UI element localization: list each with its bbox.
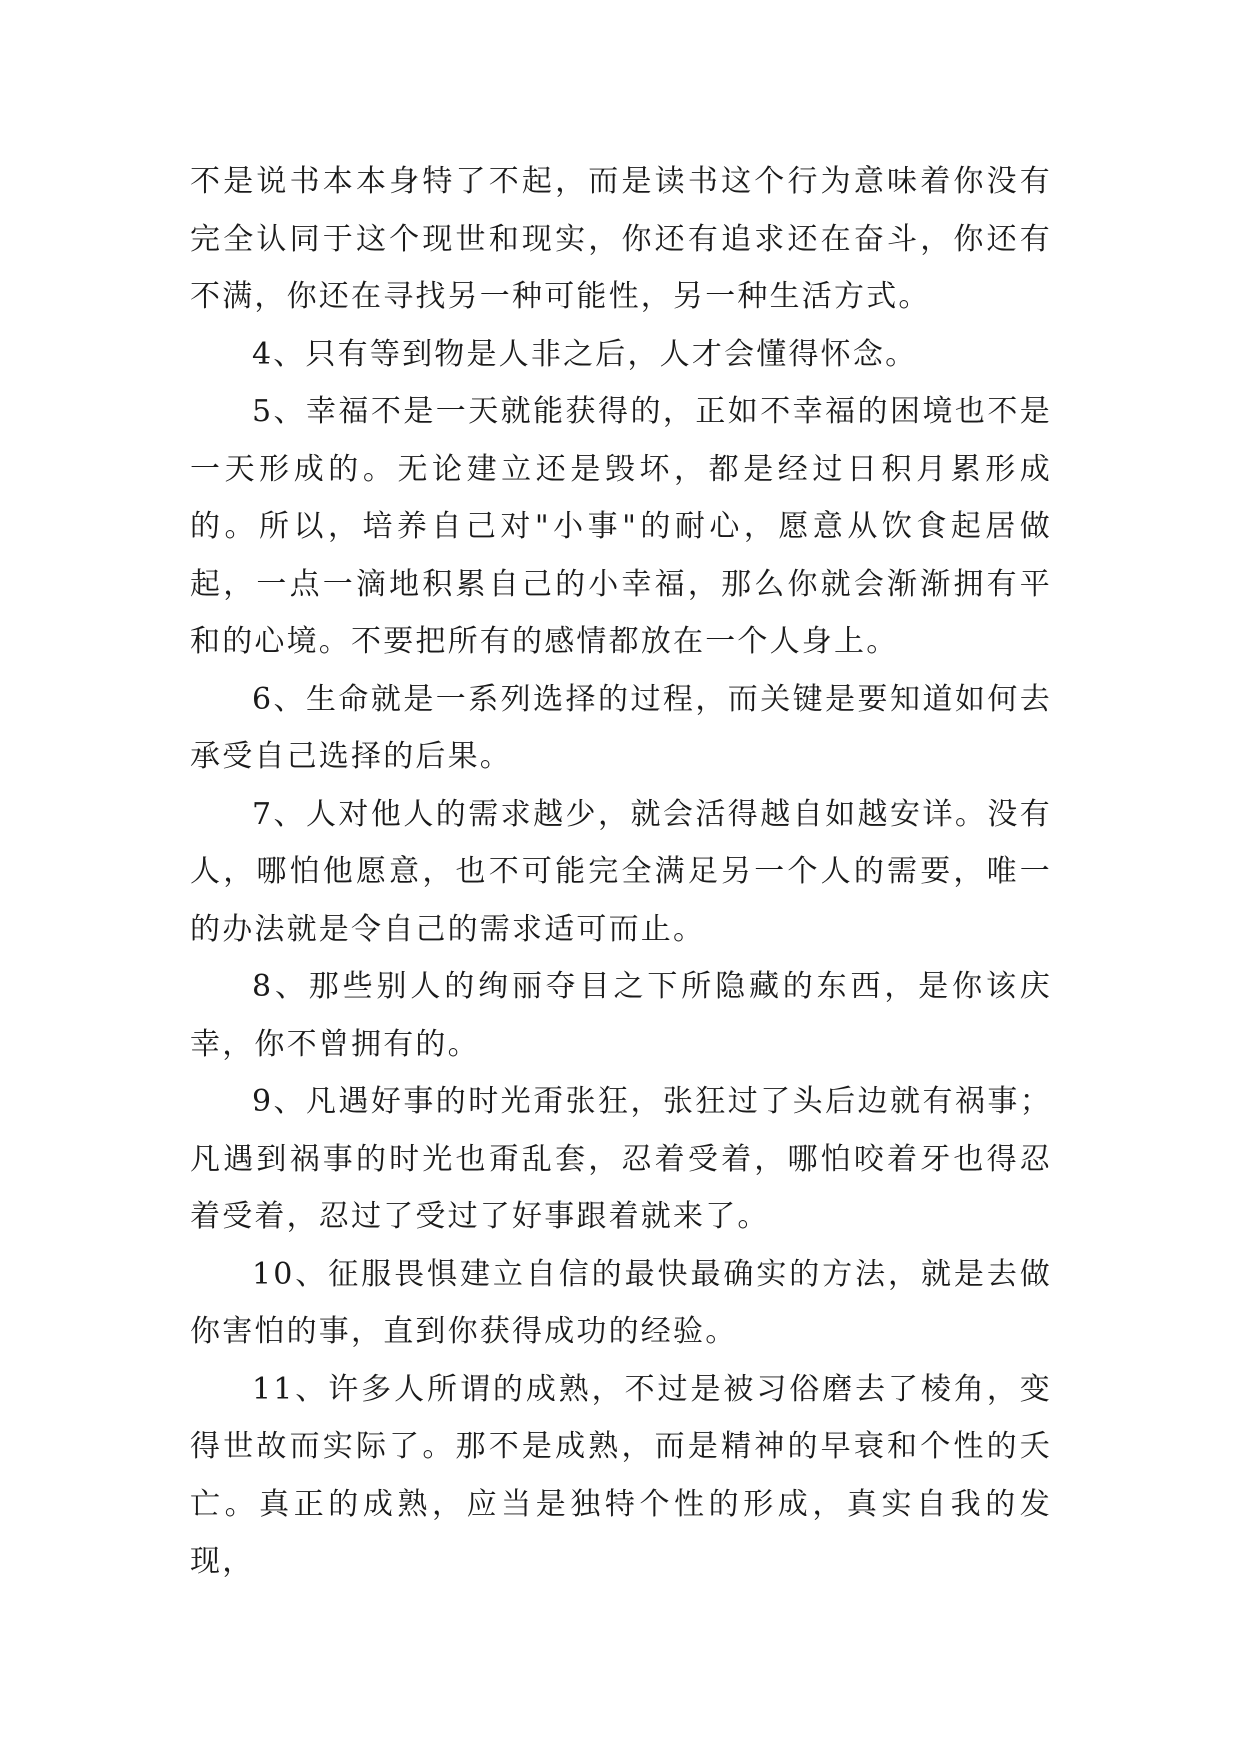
paragraph-item-8: 8、那些别人的绚丽夺目之下所隐藏的东西，是你该庆幸，你不曾拥有的。 [190, 969, 1052, 1062]
paragraph-item-9: 9、凡遇好事的时光甭张狂，张狂过了头后边就有祸事；凡遇到祸事的时光也甭乱套，忍着受着，哪怕咬着牙也得忍着受着，忍过了受过了好事跟着就来了。 [190, 1084, 1052, 1234]
paragraph-item-11: 11、许多人所谓的成熟，不过是被习俗磨去了棱角，变得世故而实际了。那不是成熟，而是精神的早衰和个性的夭亡。真正的成熟，应当是独特个性的形成，真实自我的发现， [190, 1371, 1052, 1579]
paragraph-item-7: 7、人对他人的需求越少，就会活得越自如越安详。没有人，哪怕他愿意，也不可能完全满足另一个人的需要，唯一的办法就是令自己的需求适可而止。 [190, 796, 1052, 947]
paragraph-item-5: 5、幸福不是一天就能获得的，正如不幸福的困境也不是一天形成的。无论建立还是毁坏，都是经过日积月累形成的。所以，培养自己对"小事"的耐心，愿意从饮食起居做起，一点一滴地积累自己的小幸福，那么你就会渐渐拥有平和的心境。不要把所有的感情都放在一个人身上。 [190, 394, 1052, 659]
paragraph-item-6: 6、生命就是一系列选择的过程，而关键是要知道如何去承受自己选择的后果。 [190, 681, 1052, 774]
paragraph-item-4: 4、只有等到物是人非之后，人才会懂得怀念。 [252, 336, 918, 372]
paragraph-item-10: 10、征服畏惧建立自信的最快最确实的方法，就是去做你害怕的事，直到你获得成功的经验。 [190, 1256, 1052, 1349]
document-body [190, 153, 1052, 1591]
paragraph-continuation: 不是说书本本身特了不起，而是读书这个行为意味着你没有完全认同于这个现世和现实，你还有追求还在奋斗，你还有不满，你还在寻找另一种可能性，另一种生活方式。 [190, 164, 1052, 314]
